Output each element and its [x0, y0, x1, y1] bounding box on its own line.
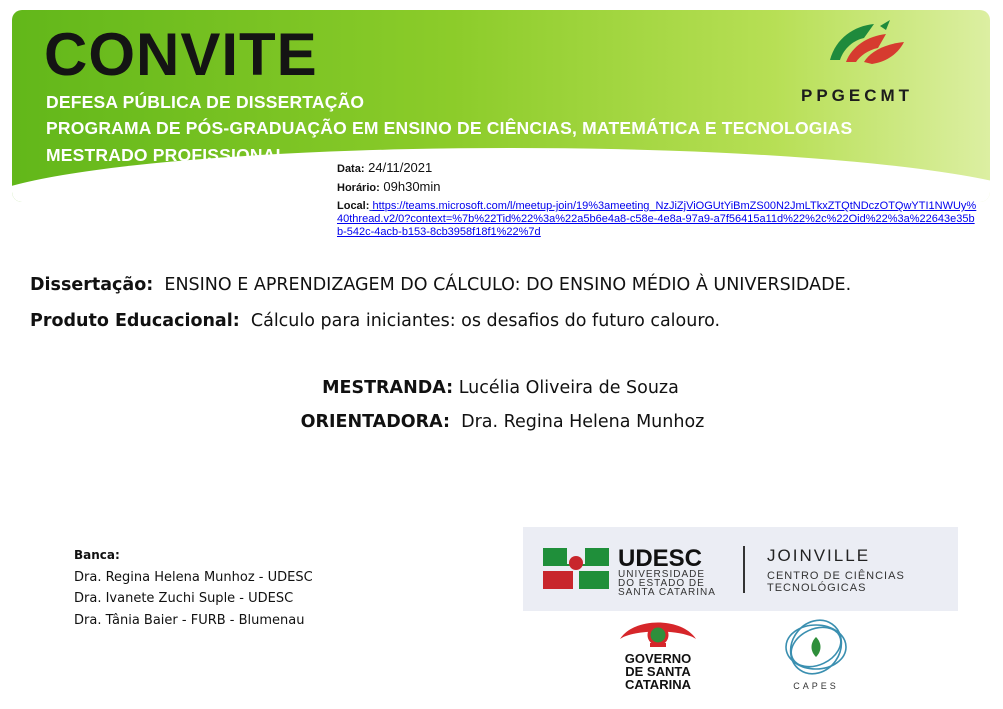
event-date	[337, 160, 432, 175]
student-line	[0, 378, 1002, 398]
local-label: Local:	[337, 200, 370, 212]
ppgecmt-logo-text: PPGECMT	[801, 86, 914, 105]
time-label: Horário:	[337, 182, 380, 194]
dissertation-line	[30, 275, 851, 295]
student-name: Lucélia Oliveira de Souza	[458, 378, 679, 398]
meeting-link[interactable]: https://teams.microsoft.com/l/meetup-join/19%3ameeting_NzJiZjViOGUtYiBmZS00N2JmLTkxZTQtNDczOTQwYTI1NWUy%40thread.v2/0?context=%7b%22Tid%22%3a%22a5b6e4a8-c58e-4e8a-97a9-a7f56415a11d%22%2c%22Oid%22%3a%22643e35bb-542c-4acb-b153-8cb3958f18f1%22%7d	[337, 200, 977, 238]
committee-member: Dra. Regina Helena Munhoz - UDESC	[74, 569, 313, 585]
campus-name: JOINVILLE	[767, 546, 871, 565]
page-title: CONVITE	[44, 21, 318, 88]
capes-text: CAPES	[793, 681, 839, 691]
advisor-label: ORIENTADORA:	[300, 412, 450, 432]
udesc-sub2: DO ESTADO DE	[618, 578, 705, 589]
product-title: Cálculo para iniciantes: os desafios do futuro calouro.	[250, 311, 721, 331]
advisor-line	[1, 412, 1003, 432]
event-location	[337, 200, 977, 239]
governo-santa-catarina-logo	[610, 615, 706, 691]
udesc-sub3: SANTA CATARINA	[618, 587, 716, 598]
udesc-joinville-logo	[523, 527, 958, 611]
product-label: Produto Educacional:	[30, 311, 240, 331]
date-label: Data:	[337, 163, 365, 175]
gov-emblem-icon	[620, 623, 696, 648]
udesc-sub1: UNIVERSIDADE	[618, 569, 706, 580]
committee-member: Dra. Ivanete Zuchi Suple - UDESC	[74, 591, 294, 606]
gov-line1: GOVERNO	[624, 651, 692, 666]
dissertation-label: Dissertação:	[30, 275, 154, 295]
event-type: DEFESA PÚBLICA DE DISSERTAÇÃO	[46, 92, 365, 112]
advisor-name: Dra. Regina Helena Munhoz	[461, 412, 705, 432]
product-line	[30, 311, 720, 331]
program-name: PROGRAMA DE PÓS-GRADUAÇÃO EM ENSINO DE CIÊNCIAS, MATEMÁTICA E TECNOLOGIAS	[46, 118, 853, 138]
udesc-name: UDESC	[618, 545, 703, 572]
gov-line2: DE SANTA	[625, 664, 691, 679]
student-label: MESTRANDA:	[322, 378, 454, 398]
campus-sub1: CENTRO DE CIÊNCIAS	[767, 570, 905, 582]
committee-heading: Banca:	[74, 548, 120, 562]
committee-member: Dra. Tânia Baier - FURB - Blumenau	[74, 612, 305, 628]
date-value: 24/11/2021	[368, 160, 433, 175]
dissertation-title: ENSINO E APRENDIZAGEM DO CÁLCULO: DO ENSINO MÉDIO À UNIVERSIDADE.	[164, 275, 852, 295]
degree-type: MESTRADO PROFISSIONAL	[46, 145, 287, 165]
gov-line3: CATARINA	[625, 677, 691, 691]
event-time	[337, 179, 441, 194]
time-value: 09h30min	[383, 179, 441, 194]
committee-list	[74, 545, 313, 631]
ppgecmt-logo-icon	[824, 16, 910, 72]
campus-sub2: TECNOLÓGICAS	[767, 582, 867, 594]
capes-logo	[780, 613, 852, 693]
udesc-emblem-icon	[543, 548, 609, 589]
